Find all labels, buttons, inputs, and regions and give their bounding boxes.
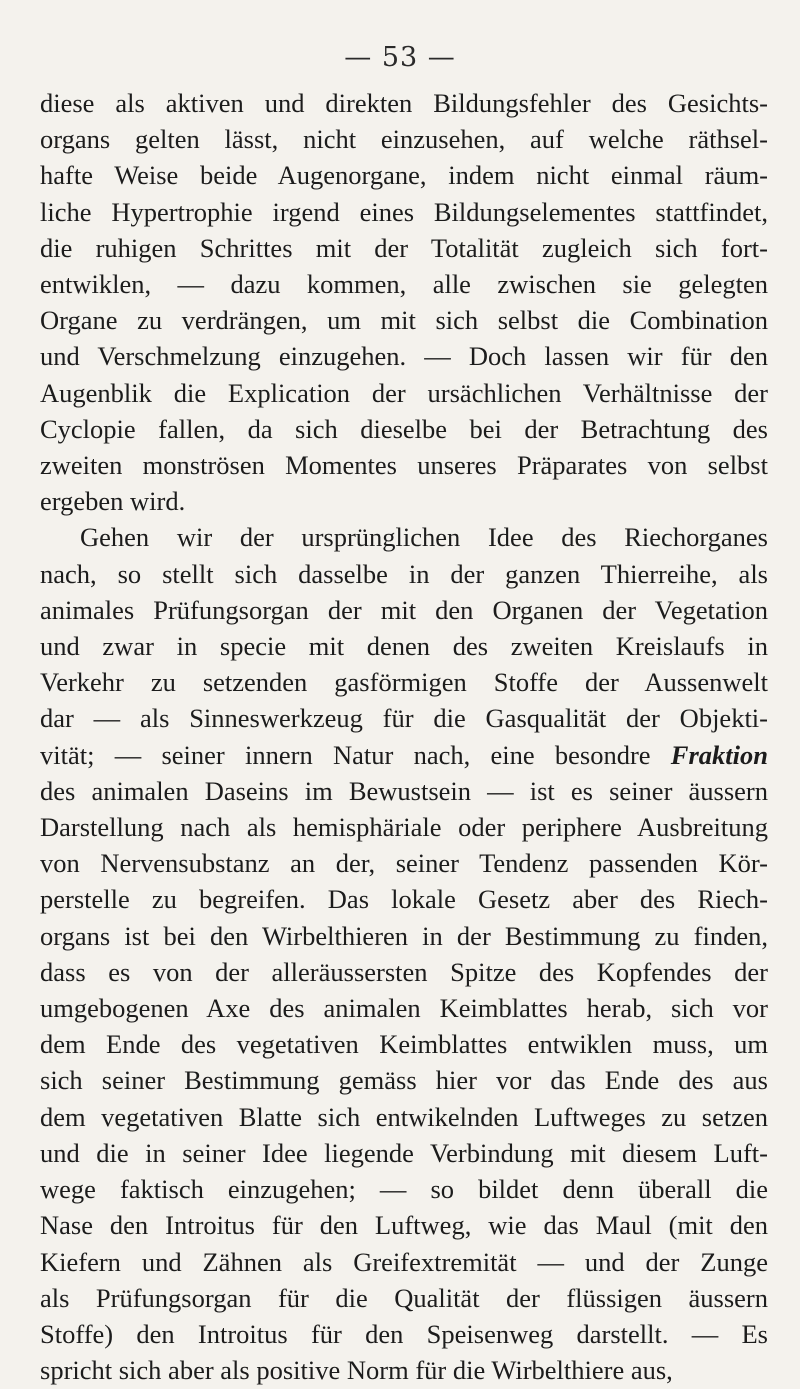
text-line	[40, 338, 768, 374]
text-run: Stoffe) den Introitus für den Speisenweg darstellt. — Es	[40, 1318, 768, 1349]
text-line	[40, 773, 768, 809]
text-line	[40, 483, 768, 519]
text-line	[40, 737, 768, 773]
text-run: dem vegetativen Blatte sich entwikelnden Luftweges zu setzen	[40, 1101, 768, 1132]
paragraph	[40, 85, 768, 519]
text-run: entwiklen, — dazu kommen, alle zwischen sie gelegten	[40, 269, 768, 300]
text-line	[40, 1171, 768, 1207]
body-text	[40, 85, 768, 1388]
text-run: Spitze des Kopfendes der	[427, 956, 768, 987]
text-run: Organe zu verdrängen, um mit sich selbst die Combination	[40, 305, 768, 336]
text-line	[40, 194, 768, 230]
text-run: liche Hypertrophie irgend eines Bildungselementes stattfindet,	[40, 196, 768, 227]
text-run: animales Prüfungsorgan der mit den Organen der Vegetation	[40, 594, 768, 625]
text-run: diese als aktiven und direkten Bildungsfehler des Gesichts-	[40, 88, 768, 118]
text-run: vität; — seiner innern Natur nach, eine besondre	[40, 739, 671, 770]
text-line	[40, 85, 768, 121]
text-line	[40, 1026, 768, 1062]
text-line	[40, 1280, 768, 1316]
text-line	[40, 556, 768, 592]
text-run: dar — als Sinneswerkzeug für die Gasqualität der Objekti-	[40, 703, 768, 734]
text-run: und die in seiner Idee liegende Verbindung mit diesem Luft-	[40, 1137, 768, 1168]
text-run: Verkehr zu setzenden gasförmigen Stoffe der Aussenwelt	[40, 667, 768, 698]
text-run: sich seiner Bestimmung gemäss hier vor das Ende des aus	[40, 1065, 768, 1096]
text-line	[40, 1244, 768, 1280]
text-run: Kiefern und Zähnen als Greifextremität — und der Zunge	[40, 1246, 768, 1277]
text-line	[40, 447, 768, 483]
text-line	[40, 1099, 768, 1135]
text-run: zweiten monströsen Momentes unseres Präparates von selbst	[40, 450, 768, 481]
text-run: und zwar	[40, 631, 177, 662]
paragraph	[40, 519, 768, 1388]
emphasized-text: Fraktion	[670, 739, 768, 770]
text-line	[40, 1207, 768, 1243]
text-run: dem Ende des vegetativen Keimblattes entwiklen muss, um	[40, 1029, 768, 1060]
text-run: dass es von der	[40, 956, 272, 987]
text-run: mit denen des zweiten Kreislaufs in	[286, 631, 768, 662]
text-line	[40, 1062, 768, 1098]
text-run: als Prüfungsorgan für die Qualität der flüssigen äussern	[40, 1282, 768, 1313]
text-line	[40, 809, 768, 845]
text-line	[40, 881, 768, 917]
text-line	[40, 918, 768, 954]
text-run: und Verschmelzung einzugehen. — Doch lassen wir für den	[40, 341, 768, 372]
text-run: Augenblik die Explication der ursächlichen Verhältnisse der	[40, 377, 768, 408]
text-line	[40, 121, 768, 157]
text-run: nach, so stellt sich dasselbe in der ganzen Thierreihe, als	[40, 558, 768, 589]
text-run: Gehen wir der ursprünglichen Idee des Riechorganes	[80, 522, 768, 553]
text-line	[40, 628, 768, 664]
text-line	[40, 230, 768, 266]
text-line	[40, 519, 768, 555]
text-line	[40, 1316, 768, 1352]
emphasized-text: alleräussersten	[271, 956, 428, 987]
text-run: des animalen Daseins im Bewustsein — ist es seiner äussern	[40, 775, 768, 806]
text-run: ergeben wird.	[40, 486, 186, 517]
text-run: die ruhigen Schrittes mit der Totalität zugleich sich fort-	[40, 232, 768, 263]
text-run: umgebogenen Axe des animalen Keimblattes herab, sich vor	[40, 993, 768, 1024]
text-line	[40, 592, 768, 628]
text-line	[40, 411, 768, 447]
text-run: organs gelten lässt, nicht einzusehen, auf welche räthsel-	[40, 124, 768, 155]
text-run: organs ist bei den Wirbelthieren in der Bestimmung zu finden,	[40, 920, 768, 951]
text-line	[40, 157, 768, 193]
page-number: — 53 —	[344, 42, 456, 73]
text-line	[40, 954, 768, 990]
text-run: wege faktisch einzugehen; — so bildet denn überall die	[40, 1174, 768, 1205]
text-line	[40, 266, 768, 302]
text-line	[40, 990, 768, 1026]
text-line	[40, 302, 768, 338]
text-run: Nase den Introitus für den Luftweg, wie das Maul (mit den	[40, 1210, 768, 1241]
emphasized-text: in specie	[176, 631, 287, 662]
text-run: spricht sich aber als positive Norm für die Wirbelthiere aus,	[40, 1355, 673, 1386]
text-line	[40, 845, 768, 881]
text-run: perstelle zu begreifen. Das lokale Gesetz aber des Riech-	[40, 884, 768, 915]
text-run: hafte Weise beide Augenorgane, indem nicht einmal räum-	[40, 160, 768, 191]
text-run: Darstellung nach als hemisphäriale oder periphere Ausbreitung	[40, 812, 768, 843]
text-run: von Nervensubstanz an der, seiner Tendenz passenden Kör-	[40, 848, 768, 879]
text-run: Cyclopie fallen, da sich dieselbe bei der Betrachtung des	[40, 413, 768, 444]
text-line	[40, 1135, 768, 1171]
text-line	[40, 664, 768, 700]
text-line	[40, 1352, 768, 1388]
text-line	[40, 375, 768, 411]
text-line	[40, 700, 768, 736]
